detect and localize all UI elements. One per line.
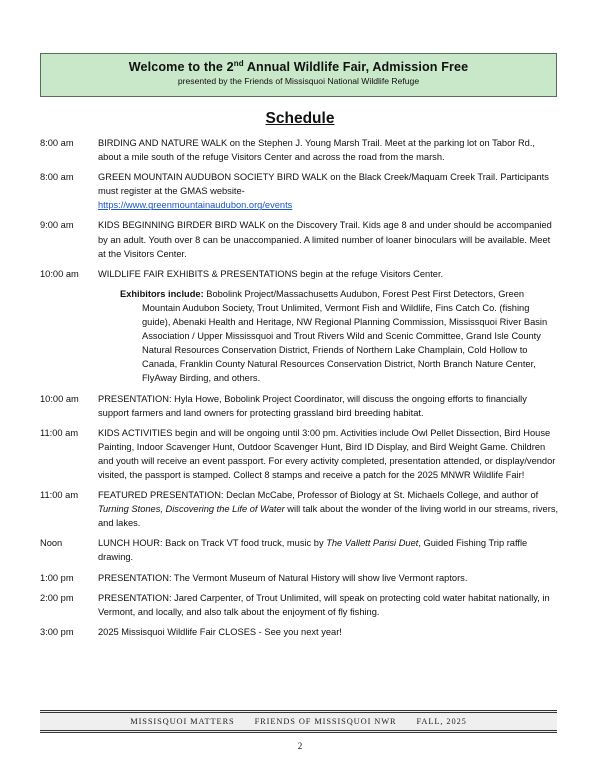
schedule-entry	[40, 625, 560, 639]
banner-title-text-end: Annual Wildlife Fair, Admission Free	[243, 60, 469, 74]
exhibitors-text: Bobolink Project/Massachusetts Audubon, Forest Pest First Detectors, Green Mountain Audubon Society, Trout Unlimited, Vermont Fish and Wildlife, Fins Catch Co. (fishing guide), Abenaki Health and Heritage, NW Regional Planning Commission, Mississquoi River Basin Association / Upper Mississquoi and Trout Rivers Wild and Scenic Committee, Grand Isle County Natural Resources Conservation District, Friends of Northern Lake Champlain, Cold Hollow to Canada, Franklin County Natural Resources Conservation District, North Branch Nature Center, FlyAway Birding, and others.	[142, 288, 548, 384]
welcome-banner	[40, 53, 557, 97]
schedule-entry	[40, 571, 560, 585]
banner-title-text: Welcome to the 2	[128, 60, 234, 74]
entry-description: PRESENTATION: Jared Carpenter, of Trout Unlimited, will speak on protecting cold water habitat nationally, in Vermont, and locally, and also talk about the enjoyment of fly fishing.	[98, 592, 550, 617]
entry-description	[98, 170, 560, 212]
schedule-entry	[40, 392, 560, 420]
band-name: The Vallett Parisi Duet	[326, 538, 419, 549]
footer-organization: FRIENDS OF MISSISQUOI NWR	[254, 717, 397, 726]
entry-description: PRESENTATION: The Vermont Museum of Natural History will show live Vermont raptors.	[98, 572, 468, 583]
entry-time: 1:00 pm	[40, 572, 74, 583]
schedule-entry	[40, 488, 560, 530]
entry-description	[98, 536, 560, 564]
entry-description: 2025 Missisquoi Wildlife Fair CLOSES - See you next year!	[98, 626, 342, 637]
entry-text: LUNCH HOUR: Back on Track VT food truck, music by	[98, 538, 327, 549]
banner-title-superscript: nd	[233, 59, 244, 68]
exhibitors-list	[98, 287, 560, 386]
entry-time: 10:00 am	[40, 268, 79, 279]
entry-description: KIDS ACTIVITIES begin and will be ongoing until 3:00 pm. Activities include Owl Pellet Dissection, Bird House Painting, Indoor Scavenger Hunt, Outdoor Scavenger Hunt, Bird ID Display, and Bird Weight Game. Children and youth will receive an event passport. For every activity completed, presentation attended, or display/vendor visited, the passport is stamped. Collect 8 stamps and receive a patch for the 2025 MNWR Wildlife Fair!	[98, 427, 556, 480]
entry-time: 9:00 am	[40, 220, 74, 231]
entry-text-end: will talk about the wonder of the living world in our streams, rivers, and lakes.	[98, 504, 559, 529]
schedule-list	[40, 136, 560, 645]
entry-description: KIDS BEGINNING BIRDER BIRD WALK on the Discovery Trail. Kids age 8 and under should be accompanied by an adult. Youth over 8 can be unaccompanied. A limited number of loaner binoculars will be available. Meet at the Visitors Center.	[98, 220, 552, 259]
entry-time: Noon	[40, 538, 63, 549]
entry-time: 11:00 am	[40, 490, 79, 501]
entry-description: BIRDING AND NATURE WALK on the Stephen J. Young Marsh Trail. Meet at the parking lot on Tabor Rd., about a mile south of the refuge Visitors Center and across the road from the marsh.	[98, 138, 535, 163]
entry-time: 10:00 am	[40, 393, 79, 404]
schedule-entry	[40, 591, 560, 619]
entry-text: FEATURED PRESENTATION: Declan McCabe, Professor of Biology at St. Michaels College, and author of	[98, 490, 539, 501]
exhibitors-paragraph	[120, 287, 560, 386]
exhibitors-label: Exhibitors include:	[120, 288, 204, 299]
schedule-entry	[40, 536, 560, 564]
schedule-entry	[40, 426, 560, 482]
entry-description: PRESENTATION: Hyla Howe, Bobolink Project Coordinator, will discuss the ongoing efforts to financially support farmers and land owners for protecting grassland bird breeding habitat.	[98, 393, 527, 418]
schedule-entry	[40, 267, 560, 281]
entry-time: 8:00 am	[40, 172, 74, 183]
entry-time: 11:00 am	[40, 427, 79, 438]
entry-time: 2:00 pm	[40, 592, 74, 603]
footer-issue: FALL, 2025	[416, 717, 467, 726]
schedule-entry	[40, 170, 560, 212]
banner-subtitle: presented by the Friends of Missisquoi National Wildlife Refuge	[177, 76, 420, 86]
footer-newsletter-name: MISSISQUOI MATTERS	[130, 717, 235, 726]
schedule-entry	[40, 136, 560, 164]
entry-description	[98, 488, 560, 530]
newsletter-footer	[40, 710, 557, 733]
entry-text: GREEN MOUNTAIN AUDUBON SOCIETY BIRD WALK on the Black Creek/Maquam Creek Trail. Participants must register at the GMAS website-	[98, 172, 549, 197]
page-number: 2	[297, 741, 303, 751]
entry-description: WILDLIFE FAIR EXHIBITS & PRESENTATIONS begin at the refuge Visitors Center.	[98, 268, 444, 279]
gmas-events-link[interactable]: https://www.greenmountainaudubon.org/events	[98, 200, 293, 211]
entry-time: 3:00 pm	[40, 626, 74, 637]
schedule-entry	[40, 218, 560, 260]
entry-text-end: , Guided Fishing Trip raffle drawing.	[98, 538, 528, 563]
book-title: Turning Stones, Discovering the Life of Water	[98, 504, 285, 515]
schedule-heading: Schedule	[265, 110, 335, 127]
entry-time: 8:00 am	[40, 138, 74, 148]
banner-title	[41, 60, 556, 74]
